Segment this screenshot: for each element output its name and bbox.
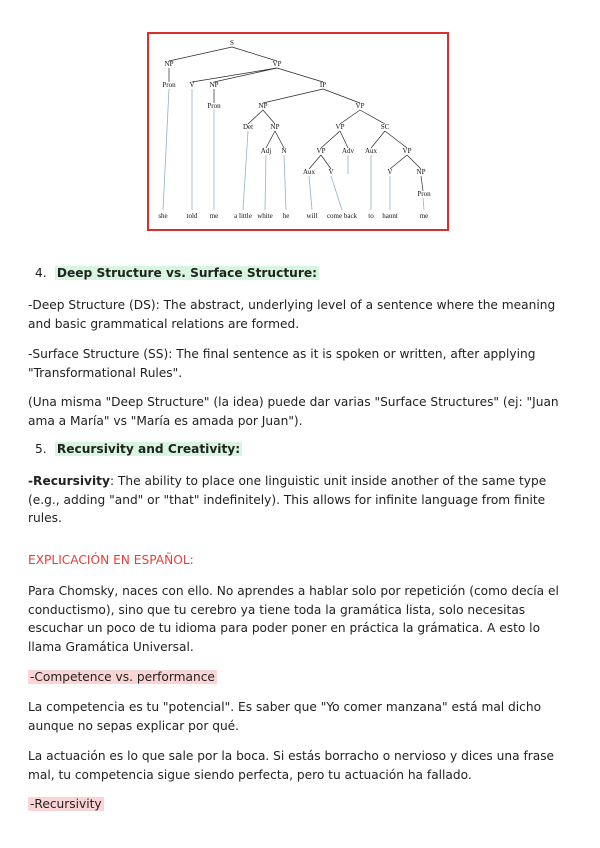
highlight-label: -Recursivity xyxy=(30,797,102,811)
word: will xyxy=(306,212,318,220)
node-s: S xyxy=(230,39,234,47)
syntax-tree-figure xyxy=(147,24,449,224)
node-vp: VP xyxy=(402,147,412,155)
section-4-heading xyxy=(35,266,319,280)
syntax-tree xyxy=(147,24,449,224)
node-sc: SC xyxy=(380,123,390,131)
word: come back xyxy=(326,212,358,220)
spanish-section-title: EXPLICACIÓN EN ESPAÑOL: xyxy=(28,553,194,567)
section-title: Recursivity and Creativity: xyxy=(56,442,241,456)
node-np: NP xyxy=(209,81,219,89)
node-np: NP xyxy=(164,60,174,68)
node-adv: Adv xyxy=(341,147,355,155)
node-v: V xyxy=(189,81,195,89)
node-vp: VP xyxy=(316,147,326,155)
section-5-heading xyxy=(35,442,242,456)
term: -Recursivity xyxy=(28,474,110,488)
paragraph: La actuación es lo que sale por la boca. Si estás borracho o nervioso y dices una frase mal, tu competencia sigue siendo perfecta, pero tu actuación ha fallado. xyxy=(28,749,555,782)
paragraph: -Deep Structure (DS): The abstract, underlying level of a sentence where the meaning and basic grammatical relations are formed. xyxy=(28,298,556,331)
node-adj: Adj xyxy=(260,147,272,155)
node-vp: VP xyxy=(272,60,282,68)
word: a little xyxy=(234,212,252,220)
node-pron: Pron xyxy=(417,190,431,198)
node-pron: Pron xyxy=(162,81,176,89)
paragraph: La competencia es tu "potencial". Es saber que "Yo comer manzana" está mal dicho aunque no sepas explicar por qué. xyxy=(28,700,542,733)
word: to xyxy=(368,212,374,220)
word: he xyxy=(282,212,290,220)
word: she xyxy=(158,212,168,220)
word: told xyxy=(186,212,198,220)
node-pron: Pron xyxy=(207,102,221,110)
node-vp: VP xyxy=(355,102,365,110)
node-aux: Aux xyxy=(364,147,378,155)
word: me xyxy=(419,212,429,220)
node-v: V xyxy=(328,168,334,176)
highlight-label: -Competence vs. performance xyxy=(30,670,215,684)
node-n: N xyxy=(281,147,287,155)
node-v: V xyxy=(387,168,393,176)
section-number: 5. xyxy=(35,442,47,456)
word: haunt xyxy=(382,212,398,220)
node-np: NP xyxy=(258,102,268,110)
node-np: NP xyxy=(416,168,426,176)
paragraph: (Una misma "Deep Structure" (la idea) puede dar varias "Surface Structures" (ej: "Juan ama a María" vs "María es amada por Juan"). xyxy=(28,395,559,428)
node-vp: VP xyxy=(335,123,345,131)
node-ip: IP xyxy=(319,81,327,89)
paragraph: -Surface Structure (SS): The final sentence as it is spoken or written, after applying "Transformational Rules". xyxy=(28,347,536,380)
word: me xyxy=(209,212,219,220)
label xyxy=(28,795,568,814)
label xyxy=(28,668,568,687)
word: white xyxy=(257,212,273,220)
node-aux: Aux xyxy=(302,168,316,176)
section-number: 4. xyxy=(35,266,47,280)
node-det: Det xyxy=(242,123,254,131)
paragraph: -Recursivity: The ability to place one linguistic unit inside another of the same type (e.g., adding "and" or "that" indefinitely). This allows for infinite language from finite rules. xyxy=(28,474,547,525)
node-np: NP xyxy=(270,123,280,131)
section-title: Deep Structure vs. Surface Structure: xyxy=(56,266,317,280)
paragraph: Para Chomsky, naces con ello. No aprendes a hablar solo por repetición (como decía el conductismo), sino que tu cerebro ya tiene toda la gramática lista, solo necesitas escuchar un poco de tu idioma para poder poner en práctica la grámatica. A esto lo llama Gramática Universal. xyxy=(28,584,559,654)
